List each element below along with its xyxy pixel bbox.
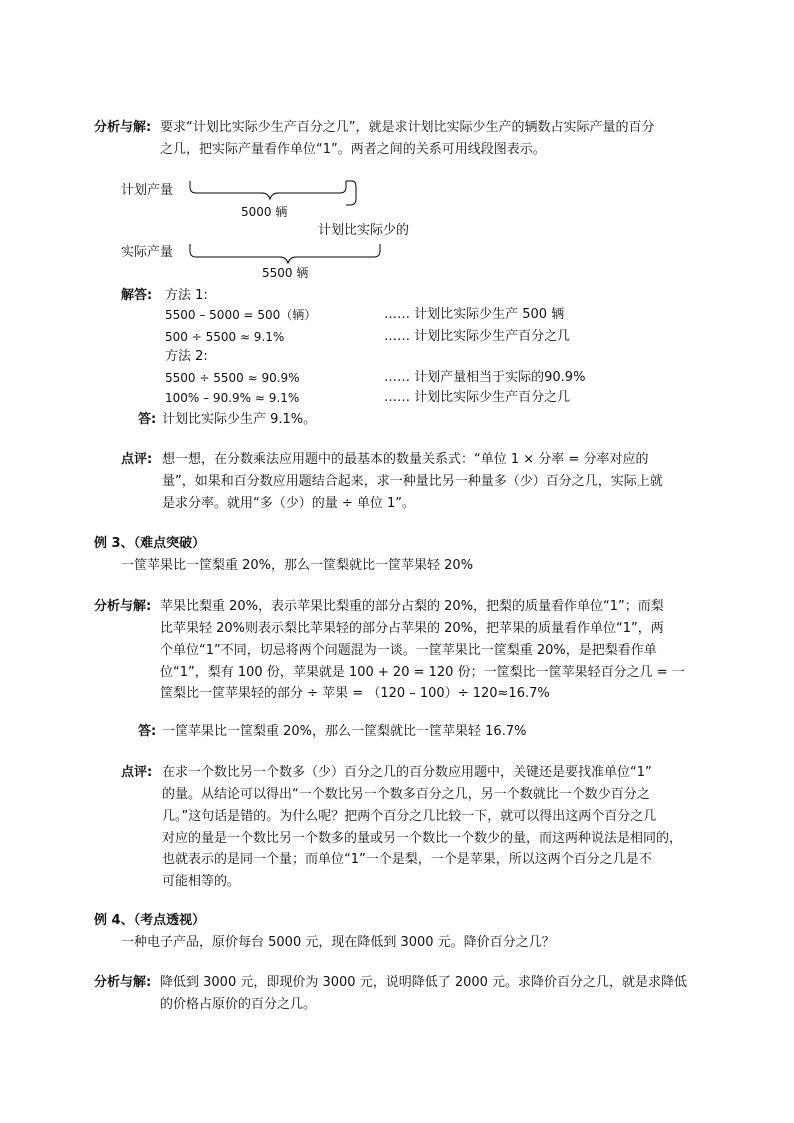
difference-brace — [346, 181, 356, 205]
difference-label: 计划比实际少的 — [318, 223, 410, 238]
example-tag: （考点透视） — [133, 913, 206, 928]
analysis-text-line: 位“1”，梨有 100 份，苹果就是 100 + 20 = 120 份；一筐梨比一筐苹果轻百分之几 = 一 — [160, 665, 685, 680]
analysis-label: 分析与解: — [94, 975, 152, 990]
equation: 100% – 90.9% ≈ 9.1% — [165, 391, 300, 405]
comment-text-line: 的量。从结论可以得出“一个数比另一个数多百分之几，另一个数就比一个数少百分之 — [162, 787, 650, 802]
actual-label: 实际产量 — [121, 245, 174, 260]
answer-label: 答: — [138, 724, 157, 739]
example-title — [94, 912, 205, 930]
analysis-text-line: 个单位“1”不同，切忌将两个问题混为一谈。一筐苹果比一筐梨重 20%，是把梨看作单 — [160, 643, 657, 658]
comment-label: 点评: — [121, 765, 153, 780]
analysis-text-line: 要求“计划比实际少生产百分之几”，就是求计划比实际少生产的辆数占实际产量的百分 — [160, 120, 655, 135]
comment-text-line: 在求一个数比另一个数多（少）百分之几的百分数应用题中，关键还是要找准单位“1” — [162, 765, 652, 780]
analysis-label: 分析与解: — [94, 599, 152, 614]
comment-text-line: 几。”这句话是错的。为什么呢？把两个百分之几比较一下，就可以得出这两个百分之几 — [162, 809, 657, 824]
actual-brace — [190, 244, 380, 263]
answer-text: 一筐苹果比一筐梨重 20%，那么一筐梨就比一筐苹果轻 16.7% — [162, 724, 527, 739]
analysis-text-line: 苹果比梨重 20%，表示苹果比梨重的部分占梨的 20%，把梨的质量看作单位“1”；而梨 — [160, 599, 664, 614]
equation-note: …… 计划产量相当于实际的90.9% — [384, 370, 586, 385]
method-title: 方法 2: — [165, 349, 208, 364]
plan-label: 计划产量 — [121, 183, 174, 198]
comment-label: 点评: — [121, 452, 153, 467]
example-title — [94, 535, 205, 553]
plan-brace — [190, 181, 346, 199]
analysis-label: 分析与解: — [94, 120, 152, 135]
analysis-text-line: 之几，把实际产量看作单位“1”。两者之间的关系可用线段图表示。 — [160, 142, 546, 157]
comment-text-line: 想一想，在分数乘法应用题中的最基本的数量关系式：“单位 1 × 分率 = 分率对应的 — [162, 452, 649, 467]
equation-note: …… 计划比实际少生产 500 辆 — [384, 307, 565, 322]
comment-text-line: 量”，如果和百分数应用题结合起来，求一种量比另一种量多（少）百分之几，实际上就 — [162, 474, 663, 489]
example-question: 一筐苹果比一筐梨重 20%，那么一筐梨就比一筐苹果轻 20% — [121, 558, 474, 573]
final-answer-label: 答: — [138, 412, 157, 427]
analysis-text-line: 比苹果轻 20%则表示梨比苹果轻的部分占苹果的 20%，把苹果的质量看作单位“1”，两 — [160, 621, 664, 636]
example-tag: （难点突破） — [133, 536, 206, 551]
example-number: 例 3、 — [94, 536, 134, 551]
equation: 5500 ÷ 5500 ≈ 90.9% — [165, 371, 300, 385]
comment-text-line: 也就表示的是同一个量；而单位“1”一个是梨，一个是苹果，所以这两个百分之几是不 — [162, 852, 652, 867]
method-title: 方法 1: — [165, 288, 208, 303]
plan-amount: 5000 辆 — [241, 205, 288, 219]
final-answer-text: 计划比实际少生产 9.1%。 — [162, 412, 317, 427]
example-question: 一种电子产品，原价每台 5000 元，现在降低到 3000 元。降价百分之几？ — [121, 935, 555, 950]
answer-label: 解答: — [121, 288, 153, 303]
equation: 5500 – 5000 = 500（辆） — [165, 308, 317, 322]
equation: 500 ÷ 5500 ≈ 9.1% — [165, 330, 285, 344]
equation-note: …… 计划比实际少生产百分之几 — [384, 329, 571, 344]
actual-amount: 5500 辆 — [262, 266, 309, 280]
equation-note: …… 计划比实际少生产百分之几 — [384, 390, 571, 405]
comment-text-line: 是求分率。就用“多（少）的量 ÷ 单位 1”。 — [162, 496, 416, 511]
analysis-text-line: 的价格占原价的百分之几。 — [160, 997, 317, 1012]
analysis-text-line: 筐梨比一筐苹果轻的部分 ÷ 苹果 = （120 – 100）÷ 120≈16.7% — [160, 686, 550, 701]
analysis-text-line: 降低到 3000 元，即现价为 3000 元，说明降低了 2000 元。求降价百分之几，就是求降低 — [160, 975, 688, 990]
example-number: 例 4、 — [94, 913, 134, 928]
comment-text-line: 对应的量是一个数比另一个数多的量或另一个数比一个数少的量，而这两种说法是相同的， — [162, 831, 683, 846]
comment-text-line: 可能相等的。 — [162, 874, 241, 889]
